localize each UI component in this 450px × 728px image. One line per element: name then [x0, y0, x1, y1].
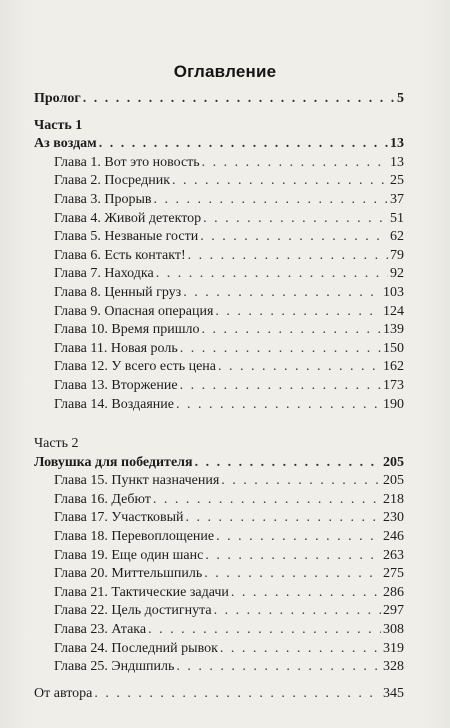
toc-entry-label: Глава 15. Пункт назначения	[54, 473, 220, 489]
toc-entry-label: Глава 23. Атака	[54, 622, 147, 638]
toc-afterword-entry[interactable]	[34, 685, 404, 704]
toc-entry-label: Глава 21. Тактические задачи	[54, 584, 229, 600]
toc-entry-label: Глава 19. Еще один шанс	[54, 547, 204, 563]
toc-entry-label: Глава 9. Опасная операция	[54, 303, 214, 319]
toc-entry-label: Глава 18. Перевоплощение	[54, 529, 215, 545]
toc-dot-leader	[83, 90, 395, 109]
toc-dot-leader	[180, 340, 381, 359]
toc-dot-leader	[202, 154, 388, 173]
toc-chapter-entry[interactable]	[34, 340, 404, 359]
toc-chapter-entry[interactable]	[34, 584, 404, 603]
toc-entry-label: Глава 25. Эндшпиль	[54, 659, 175, 675]
toc-dot-leader	[154, 191, 388, 210]
toc-dot-leader	[214, 602, 381, 621]
toc-page-number: 162	[383, 359, 404, 375]
toc-entry-label: Глава 2. Посредник	[54, 173, 170, 189]
table-of-contents	[34, 90, 404, 703]
toc-page-number: 150	[383, 340, 404, 356]
toc-page-number: 246	[383, 529, 404, 545]
toc-page-number: 190	[383, 396, 404, 412]
toc-chapter-entry[interactable]	[34, 640, 404, 659]
toc-prologue-entry[interactable]	[34, 90, 404, 109]
toc-part-heading	[34, 117, 404, 136]
toc-dot-leader	[218, 358, 381, 377]
toc-page-number: 25	[390, 173, 404, 189]
toc-entry-label: Глава 17. Участковый	[54, 510, 184, 526]
toc-entry-label: Глава 7. Находка	[54, 266, 154, 282]
toc-entry-label: Глава 5. Незваные гости	[54, 229, 199, 245]
toc-entry-label: От автора	[34, 685, 93, 701]
toc-page-number: 205	[383, 473, 404, 489]
toc-entry-label: Ловушка для победителя	[34, 454, 193, 470]
toc-chapter-entry[interactable]	[34, 472, 404, 491]
toc-dot-leader	[205, 547, 381, 566]
toc-part-title-entry[interactable]	[34, 135, 404, 154]
toc-page-number: 297	[383, 603, 404, 619]
toc-chapter-entry[interactable]	[34, 396, 404, 415]
toc-entry-label: Глава 8. Ценный груз	[54, 284, 182, 300]
toc-dot-leader	[215, 303, 381, 322]
toc-entry-label: Часть 1	[34, 117, 83, 133]
toc-dot-leader	[231, 584, 381, 603]
toc-dot-leader	[188, 247, 388, 266]
toc-page-number: 13	[390, 136, 404, 152]
toc-page-number: 124	[383, 303, 404, 319]
toc-page-number: 230	[383, 510, 404, 526]
toc-entry-label: Глава 14. Воздаяние	[54, 396, 174, 412]
toc-chapter-entry[interactable]	[34, 658, 404, 677]
toc-chapter-entry[interactable]	[34, 284, 404, 303]
toc-chapter-entry[interactable]	[34, 547, 404, 566]
toc-page-number: 13	[390, 154, 404, 170]
toc-page-number: 205	[383, 454, 404, 470]
toc-entry-label: Аз воздам	[34, 136, 97, 152]
toc-dot-leader	[183, 284, 381, 303]
toc-dot-leader	[156, 265, 388, 284]
toc-entry-label: Глава 20. Миттельшпиль	[54, 566, 203, 582]
toc-dot-leader	[176, 396, 381, 415]
toc-chapter-entry[interactable]	[34, 528, 404, 547]
toc-page-number: 5	[397, 91, 404, 106]
toc-entry-label: Глава 24. Последний рывок	[54, 640, 218, 656]
toc-chapter-entry[interactable]	[34, 377, 404, 396]
toc-entry-label: Пролог	[34, 91, 81, 106]
toc-dot-leader	[94, 685, 381, 704]
toc-dot-leader	[216, 528, 381, 547]
toc-entry-label: Глава 22. Цель достигнута	[54, 603, 212, 619]
toc-chapter-entry[interactable]	[34, 358, 404, 377]
toc-page-number: 79	[390, 247, 404, 263]
toc-page-number: 218	[383, 491, 404, 507]
toc-part-heading	[34, 435, 404, 454]
toc-dot-leader	[201, 321, 381, 340]
toc-entry-label: Глава 10. Время пришло	[54, 322, 200, 338]
toc-chapter-entry[interactable]	[34, 303, 404, 322]
toc-page-number: 139	[383, 322, 404, 338]
toc-dot-leader	[200, 228, 388, 247]
toc-entry-label: Глава 16. Дебют	[54, 491, 151, 507]
toc-dot-leader	[99, 135, 388, 154]
toc-entry-label: Глава 3. Прорыв	[54, 191, 152, 207]
toc-entry-label: Глава 13. Вторжение	[54, 377, 178, 393]
toc-chapter-entry[interactable]	[34, 602, 404, 621]
toc-page-number: 345	[383, 685, 404, 701]
toc-entry-label: Глава 6. Есть контакт!	[54, 247, 186, 263]
toc-page-number: 37	[390, 191, 404, 207]
toc-page-number: 286	[383, 584, 404, 600]
toc-chapter-entry[interactable]	[34, 191, 404, 210]
toc-dot-leader	[148, 621, 381, 640]
toc-entry-label: Часть 2	[34, 436, 79, 452]
toc-chapter-entry[interactable]	[34, 491, 404, 510]
toc-dot-leader	[195, 454, 381, 473]
toc-chapter-entry[interactable]	[34, 172, 404, 191]
toc-chapter-entry[interactable]	[34, 321, 404, 340]
toc-page-number: 103	[383, 284, 404, 300]
toc-chapter-entry[interactable]	[34, 509, 404, 528]
toc-chapter-entry[interactable]	[34, 265, 404, 284]
toc-page-number: 92	[390, 266, 404, 282]
toc-chapter-entry[interactable]	[34, 621, 404, 640]
toc-page-number: 51	[390, 210, 404, 226]
toc-dot-leader	[172, 172, 388, 191]
toc-entry-label: Глава 11. Новая роль	[54, 340, 178, 356]
toc-page-number: 308	[383, 622, 404, 638]
toc-dot-leader	[204, 565, 381, 584]
toc-chapter-entry[interactable]	[34, 565, 404, 584]
toc-chapter-entry[interactable]	[34, 154, 404, 173]
toc-page-number: 263	[383, 547, 404, 563]
toc-dot-leader	[203, 210, 388, 229]
toc-entry-label: Глава 4. Живой детектор	[54, 210, 202, 226]
toc-part-title-entry[interactable]	[34, 454, 404, 473]
toc-page-number: 173	[383, 377, 404, 393]
toc-dot-leader	[180, 377, 381, 396]
toc-dot-leader	[221, 472, 381, 491]
toc-dot-leader	[220, 640, 381, 659]
toc-entry-label: Глава 1. Вот это новость	[54, 154, 200, 170]
toc-page-number: 328	[383, 659, 404, 675]
toc-chapter-entry[interactable]	[34, 210, 404, 229]
toc-dot-leader	[185, 509, 381, 528]
toc-chapter-entry[interactable]	[34, 228, 404, 247]
toc-dot-leader	[153, 491, 381, 510]
toc-page-number: 319	[383, 640, 404, 656]
toc-dot-leader	[176, 658, 381, 677]
toc-page-number: 62	[390, 229, 404, 245]
toc-chapter-entry[interactable]	[34, 247, 404, 266]
page-title: Оглавление	[173, 62, 277, 81]
toc-entry-label: Глава 12. У всего есть цена	[54, 359, 217, 375]
toc-page-number: 275	[383, 566, 404, 582]
